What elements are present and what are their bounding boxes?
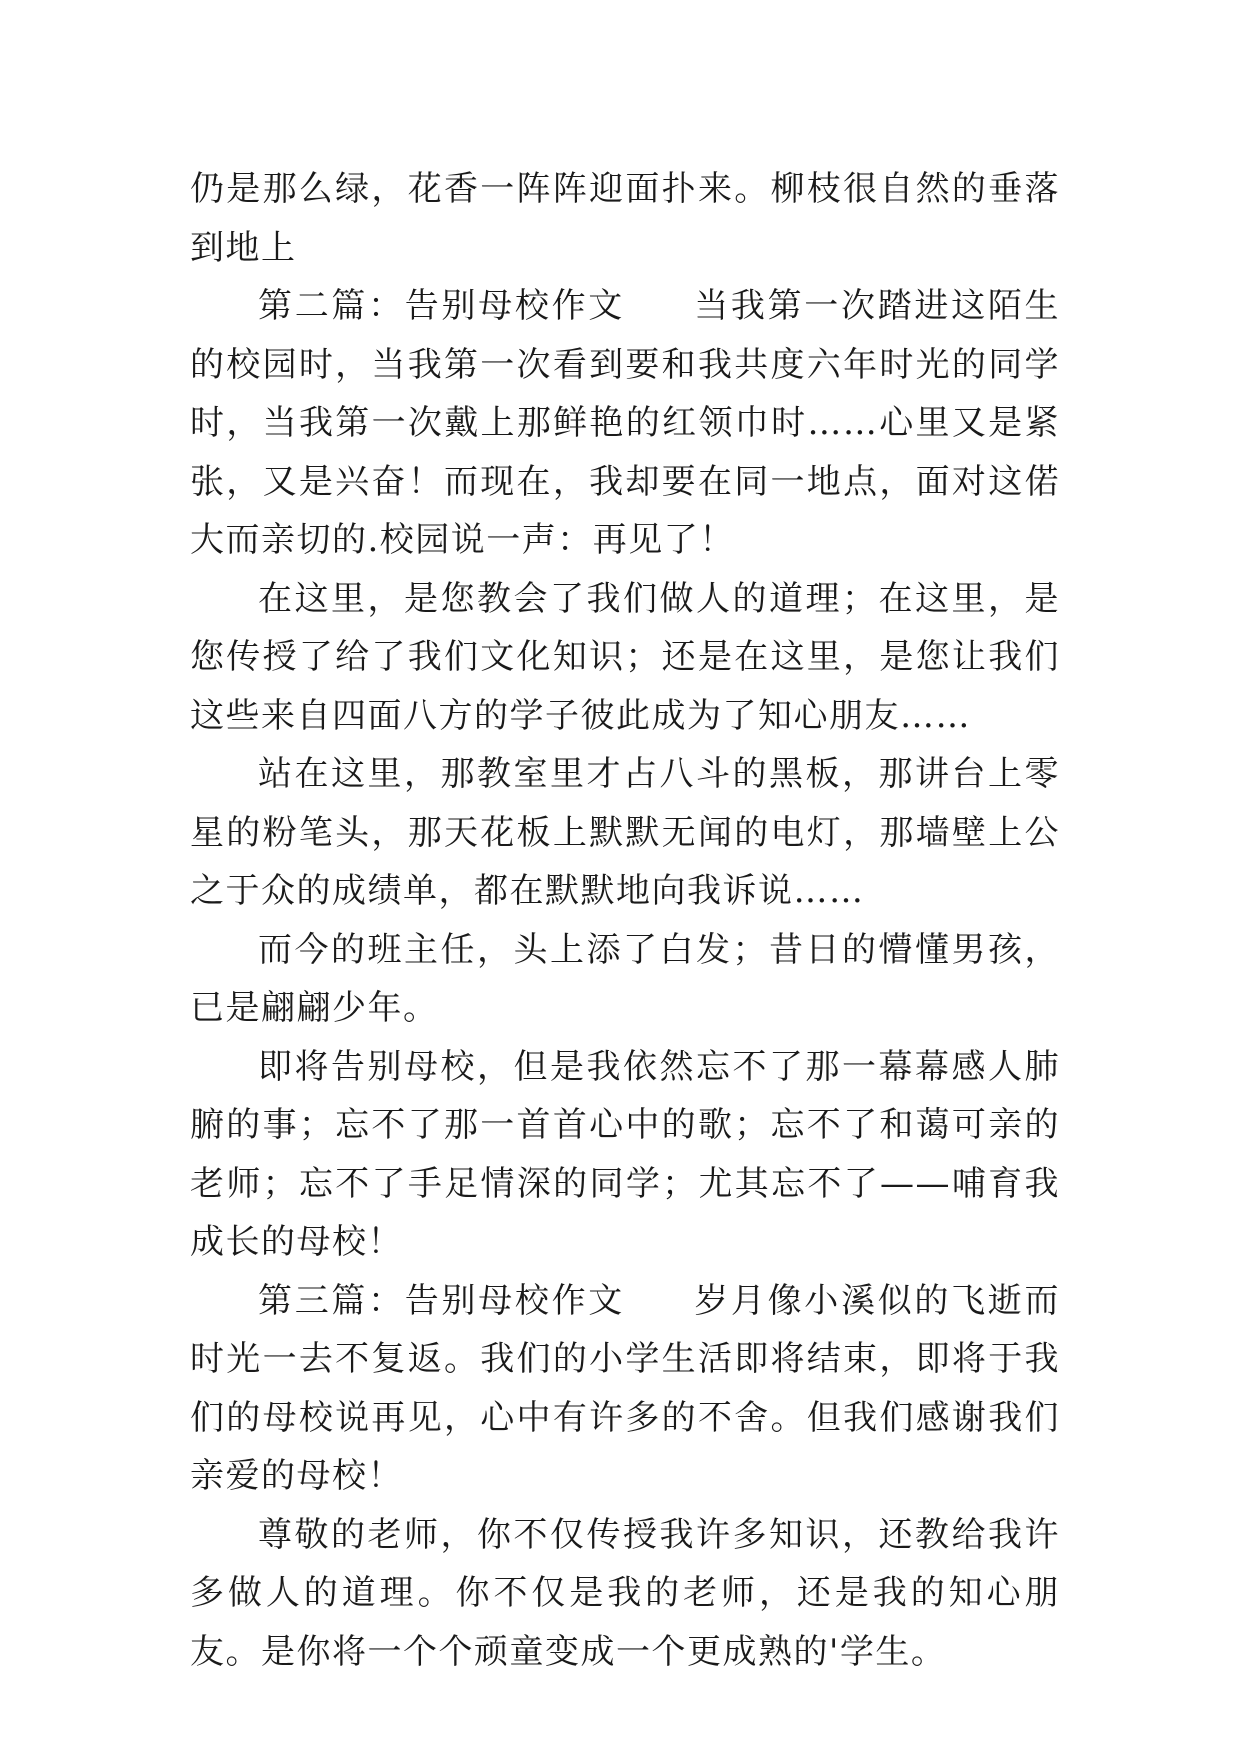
section-heading: 第二篇：告别母校作文 (258, 286, 625, 326)
paragraph (190, 1506, 1060, 1682)
paragraph-text: 尊敬的老师，你不仅传授我许多知识，还教给我许多做人的道理。你不仅是我的老师，还是我的知心朋友。是你将一个个顽童变成一个更成熟的'学生。 (190, 1514, 1060, 1672)
paragraph (190, 921, 1060, 1038)
section-heading: 第三篇：告别母校作文 (258, 1280, 625, 1321)
paragraph-text: 当我第一次踏进这陌生的校园时，当我第一次看到要和我共度六年时光的同学时，当我第一次戴上那鲜艳的红领巾时……心里又是紧张，又是兴奋！而现在，我却要在同一地点，面对这偌大而亲切的.校园说一声：再见了！ (190, 286, 1060, 560)
paragraph-text: 岁月像小溪似的飞逝而时光一去不复返。我们的小学生活即将结束，即将于我们的母校说再见，心中有许多的不舍。但我们感谢我们亲爱的母校！ (190, 1280, 1060, 1496)
paragraph (190, 1038, 1060, 1272)
document-body (190, 160, 1060, 1681)
paragraph-text: 在这里，是您教会了我们做人的道理；在这里，是您传授了给了我们文化知识；还是在这里，是您让我们这些来自四面八方的学子彼此成为了知心朋友…… (190, 578, 1060, 736)
paragraph-continuation (190, 160, 1060, 277)
paragraph (190, 745, 1060, 921)
paragraph-text: 仍是那么绿，花香一阵阵迎面扑来。柳枝很自然的垂落到地上 (190, 169, 1060, 268)
paragraph-text: 站在这里，那教室里才占八斗的黑板，那讲台上零星的粉笔头，那天花板上默默无闻的电灯，那墙壁上公之于众的成绩单，都在默默地向我诉说…… (190, 754, 1060, 911)
paragraph-section-three (190, 1272, 1060, 1506)
paragraph (190, 570, 1060, 746)
paragraph-text: 而今的班主任，头上添了白发；昔日的懵懂男孩，已是翩翩少年。 (190, 929, 1060, 1028)
paragraph-text: 即将告别母校，但是我依然忘不了那一幕幕感人肺腑的事；忘不了那一首首心中的歌；忘不了和蔼可亲的老师；忘不了手足情深的同学；尤其忘不了——哺育我成长的母校！ (190, 1046, 1060, 1262)
paragraph-section-two (190, 277, 1060, 570)
